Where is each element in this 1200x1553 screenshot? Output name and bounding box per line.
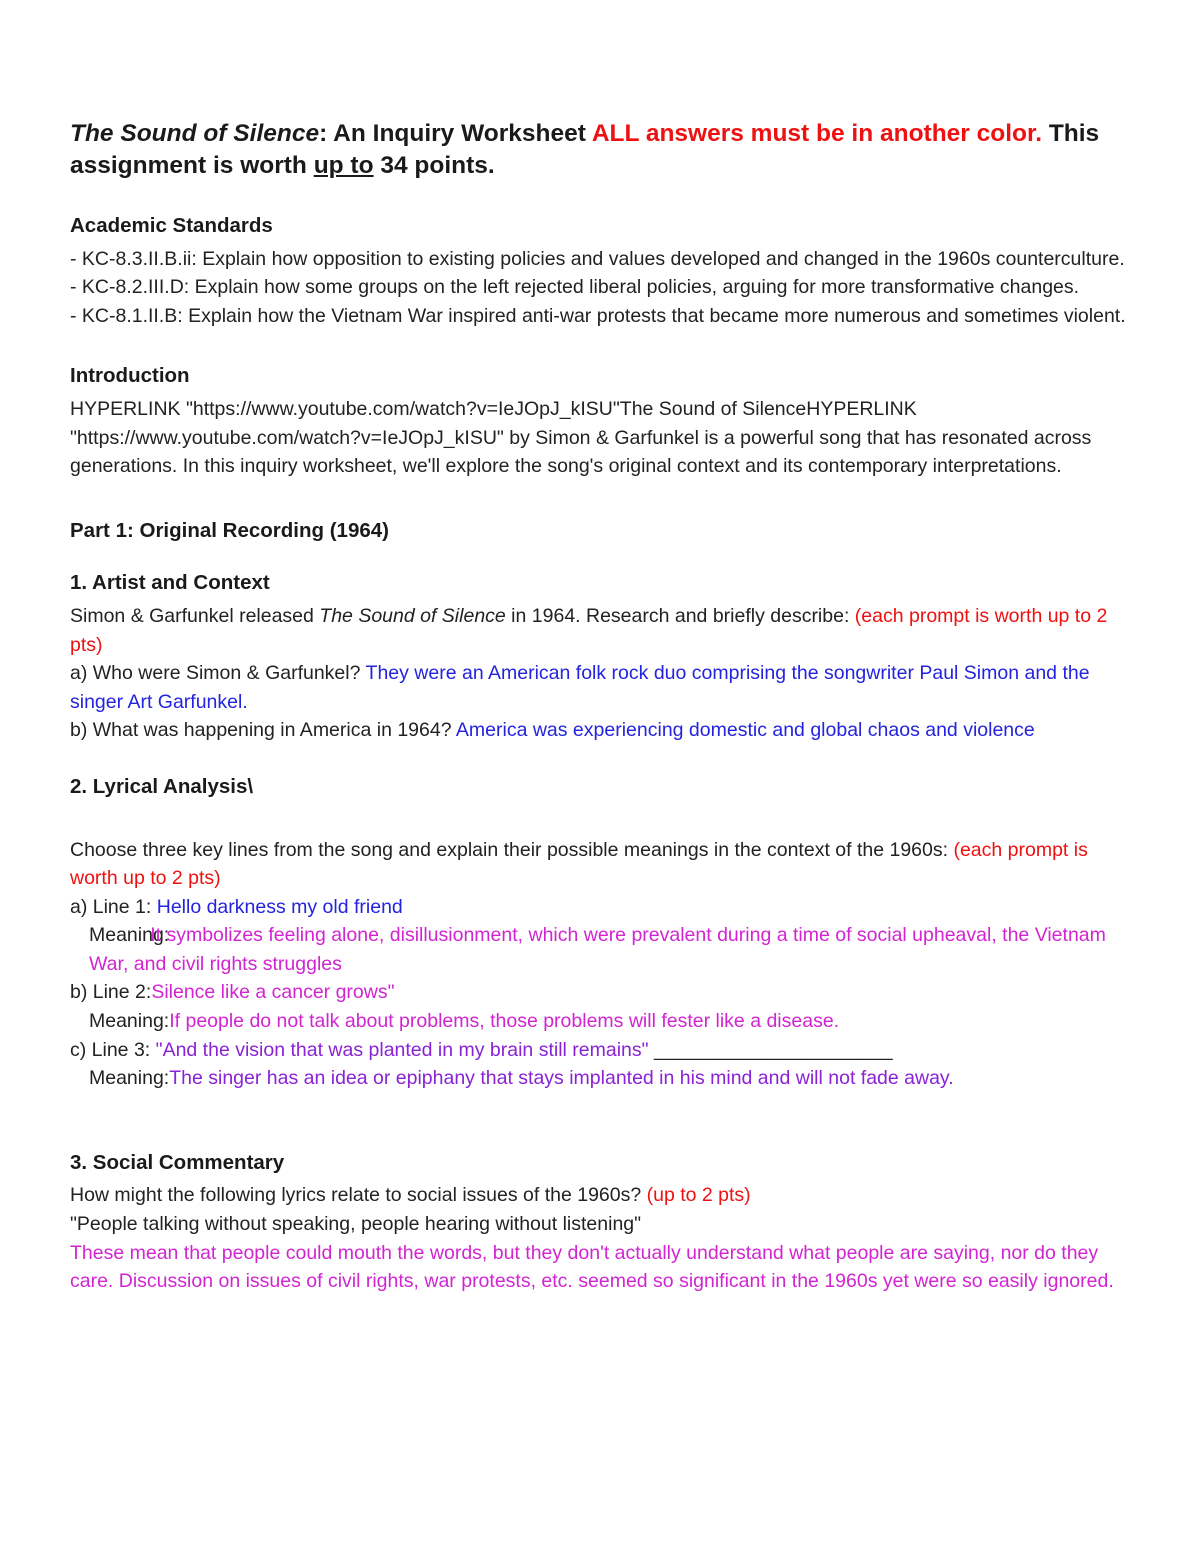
lyric-line-row bbox=[70, 893, 1130, 922]
section1-heading: 1. Artist and Context bbox=[70, 571, 270, 595]
lyric-line-text: "And the vision that was planted in my brain still remains" bbox=[155, 1038, 649, 1061]
answer-text: America was experiencing domestic and global chaos and violence bbox=[455, 719, 1035, 742]
standard-item: - KC-8.1.II.B: Explain how the Vietnam War inspired anti-war protests that became more numerous and sometimes violent. bbox=[70, 304, 1126, 327]
lyric-line-label: c) Line 3: bbox=[70, 1038, 156, 1061]
worksheet-title bbox=[70, 118, 1130, 182]
section3-points: (up to 2 pts) bbox=[646, 1184, 751, 1207]
title-up-to: up to bbox=[313, 152, 374, 179]
answer-text: They were an American folk rock duo comprising the songwriter Paul Simon and the singer Art Garfunkel. bbox=[70, 662, 1090, 713]
meaning-text: The singer has an idea or epiphany that stays implanted in his mind and will not fade away. bbox=[169, 1067, 954, 1090]
part1-heading: Part 1: Original Recording (1964) bbox=[70, 518, 389, 542]
meaning-row bbox=[70, 921, 1130, 978]
section3-quote: "People talking without speaking, people hearing without listening" bbox=[70, 1213, 642, 1236]
meaning-label: Meaning: bbox=[89, 924, 170, 947]
standards-heading: Academic Standards bbox=[70, 214, 273, 237]
title-worth-suffix: 34 points. bbox=[373, 152, 495, 179]
title-worth-prefix: This assignment is worth bbox=[70, 120, 1100, 179]
section3-answer: These mean that people could mouth the words, but they don't actually understand what people are saying, nor do they care. Discussion on issues of civil rights, war protests, etc. seemed so significant in the 1960s yet were so easily ignored. bbox=[70, 1241, 1114, 1293]
meaning-text: If people do not talk about problems, those problems will fester like a disease. bbox=[169, 1010, 840, 1033]
section3-question-text: How might the following lyrics relate to social issues of the 1960s? bbox=[70, 1184, 647, 1207]
lyric-line-label: a) Line 1: bbox=[70, 895, 157, 918]
title-subtitle: : An Inquiry Worksheet bbox=[319, 120, 592, 147]
section2-heading: 2. Lyrical Analysis\ bbox=[70, 774, 254, 798]
standard-item: - KC-8.3.II.B.ii: Explain how opposition to existing policies and values developed and changed in the 1960s counterculture. bbox=[70, 247, 1125, 270]
lyric-line-label: b) Line 2: bbox=[70, 981, 152, 1004]
title-song-name: The Sound of Silence bbox=[70, 120, 320, 147]
meaning-label: Meaning: bbox=[89, 1067, 170, 1090]
standard-item: - KC-8.2.III.D: Explain how some groups on the left rejected liberal policies, arguing for more transformative changes. bbox=[70, 276, 1080, 299]
meaning-label: Meaning: bbox=[89, 1010, 170, 1033]
question-text: a) Who were Simon & Garfunkel? bbox=[70, 662, 366, 685]
section2-points: (each prompt is worth up to 2 pts) bbox=[70, 838, 1088, 890]
question-text: b) What was happening in America in 1964? bbox=[70, 719, 456, 742]
lyric-line-text: Hello darkness my old friend bbox=[156, 895, 403, 918]
worksheet-page bbox=[70, 118, 1130, 1296]
introduction-heading: Introduction bbox=[70, 364, 190, 388]
question-row bbox=[70, 659, 1130, 716]
title-instruction: ALL answers must be in another color. bbox=[591, 120, 1043, 147]
meaning-row bbox=[70, 1064, 1130, 1093]
section2-intro-text: Choose three key lines from the song and explain their possible meanings in the context of the 1960s: bbox=[70, 838, 954, 861]
section1-points: (each prompt is worth up to 2 pts) bbox=[70, 604, 1108, 656]
question-row bbox=[70, 716, 1130, 745]
section1-intro bbox=[70, 602, 1130, 659]
section3-question bbox=[70, 1181, 1130, 1210]
meaning-text: It symbolizes feeling alone, disillusionment, which were prevalent during a time of social upheaval, the Vietnam War, and civil rights struggles bbox=[89, 924, 1106, 975]
lyric-line-row bbox=[70, 978, 1130, 1007]
section1-intro-text-2: in 1964. Research and briefly describe: bbox=[505, 604, 855, 627]
introduction-text: HYPERLINK "https://www.youtube.com/watch?v=IeJOpJ_kISU"The Sound of SilenceHYPERLINK "https://www.youtube.com/watch?v=IeJOpJ_kISU" by Simon & Garfunkel is a powerful song that has resonated across generations. In this inquiry worksheet, we'll explore the song's original context and its contemporary interpretations. bbox=[70, 397, 1092, 478]
answer-blank: ______________________ bbox=[648, 1038, 893, 1061]
section1-song-title: The Sound of Silence bbox=[319, 604, 506, 627]
section1-intro-text: Simon & Garfunkel released bbox=[70, 604, 320, 627]
section3-heading: 3. Social Commentary bbox=[70, 1150, 285, 1174]
lyric-line-row bbox=[70, 1036, 1130, 1065]
lyric-line-text: Silence like a cancer grows" bbox=[151, 981, 395, 1004]
section2-intro bbox=[70, 836, 1130, 893]
meaning-row bbox=[70, 1007, 1130, 1036]
